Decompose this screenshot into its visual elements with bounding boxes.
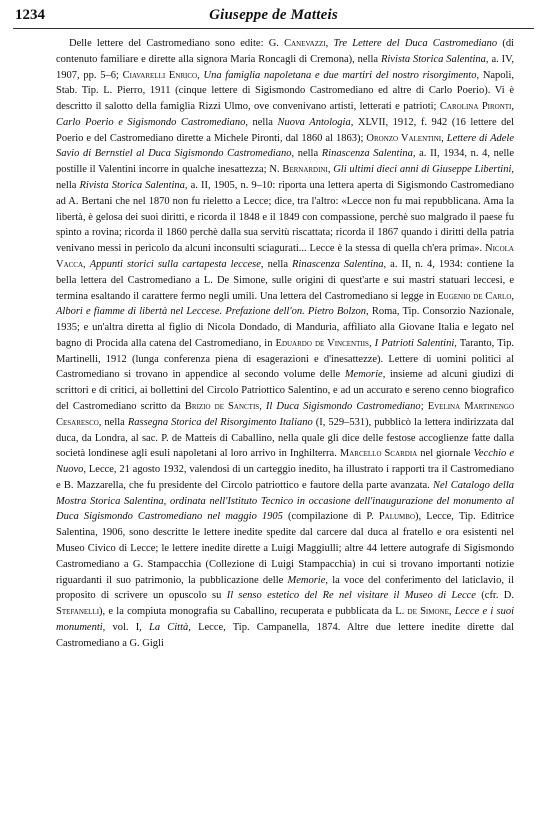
author-name: Canevazzi bbox=[284, 38, 326, 49]
text-run: , bbox=[511, 101, 514, 113]
cited-title: Una famiglia napoletana e due martiri del nostro risorgimento bbox=[203, 69, 477, 81]
text-run: , Taranto, Tip. Martinelli, 1912 (lunga conferenza piena di esagerazioni e d'inesattezze). Lettere di uomini politici al Castromediano si trovano in appendice al secondo volume delle bbox=[56, 337, 515, 381]
author-name: Evelina Martinengo Cesaresco bbox=[56, 400, 514, 428]
text-run: , bbox=[368, 337, 375, 349]
author-name: Palumbo bbox=[378, 511, 416, 523]
author-name: Eugenio de Carlo bbox=[437, 290, 512, 302]
text-run: , bbox=[197, 69, 204, 81]
text-run: , nella bbox=[291, 148, 322, 160]
text-run: (compilazione di P. bbox=[282, 511, 379, 523]
cited-title: Memorie bbox=[344, 369, 383, 381]
author-name: Marcello Scardia bbox=[339, 448, 418, 460]
text-run: ), e la compiuta monografia su Caballino, recuperata e pubblicata da L. bbox=[99, 606, 408, 618]
cited-title: Lecce e i suoi monumenti bbox=[56, 606, 514, 633]
cited-title: I Patrioti Salentini bbox=[374, 337, 455, 349]
text-run: , a. IV, 1907, pp. 5–6; bbox=[56, 53, 514, 81]
page-header bbox=[13, 4, 534, 29]
text-run: , bbox=[327, 164, 334, 176]
cited-title: Appunti storici sulla cartapesta leccese bbox=[89, 258, 261, 270]
running-title: Giuseppe de Matteis bbox=[209, 7, 338, 23]
text-run: , a. II, n. 4, 1934: contiene la bella lettera del Castromediano a L. De Simone, sulle origini di quest'arte e sui mastri statuari leccesi, e termina esaltando il carattere fermo negli umili. Una lettera del Castromediano si legge in bbox=[56, 258, 515, 302]
cited-title: Il senso estetico del Re nel visitare il Museo di Lecce bbox=[226, 590, 476, 602]
text-run: , la voce del conferimento del laticlavio, il proposito di scrivere un opuscolo su bbox=[56, 574, 514, 602]
text-run: (di contenuto familiare e dirette alla signora Maria Roncagli di Cremona), nella bbox=[56, 38, 515, 65]
cited-title: La Città bbox=[149, 621, 189, 633]
cited-title: Nuova Antologia bbox=[277, 116, 351, 128]
text-run: ), Lecce, Tip. Editrice Salentina, 1906, sono descritte le lettere inedite spedite dal carcere dal duca al fratello e ora esistenti nel Museo Civico di Lecce; le lettere inedite dirette a Luigi Maggiulli; altre 44 lettere autografe di Sigismondo Castromediano a G. Stampacchia (Collezione di Luigi Stampacchia) in cui si trovano importanti notizie riguardanti il suo patrimonio, la pubblicazione delle bbox=[56, 511, 514, 586]
author-name: Oronzo Valentini bbox=[366, 132, 442, 144]
cited-title: Nel Catalogo della Mostra Storica Salentina, ordinata nell'Istituto Tecnico in occasione dell'inaugurazione del monumento al Duca Sigismondo Castromediano nel maggio 1905 bbox=[56, 479, 514, 523]
text-run: , nella bbox=[245, 116, 278, 128]
text-run: , Lecce, Tip. Campanella, 1874. Altre due lettere inedite dirette dal Castromediano a G. Gigli bbox=[56, 621, 514, 649]
cited-title: Tre Lettere del Duca Castromediano bbox=[333, 38, 498, 49]
cited-title: Rivista Storica Salentina bbox=[380, 53, 486, 65]
body-paragraph bbox=[56, 36, 514, 651]
cited-title: Rassegna Storica del Risorgimento Italiano bbox=[127, 416, 313, 428]
author-name: Nicola Vacca bbox=[56, 243, 514, 270]
text-run: , bbox=[259, 400, 266, 412]
author-name: Stefanelli bbox=[56, 606, 100, 618]
author-name: Carolina Pironti bbox=[439, 101, 512, 113]
cited-title: Il Duca Sigismondo Castromediano bbox=[265, 400, 421, 412]
cited-title: Rinascenza Salentina bbox=[321, 148, 413, 160]
text-run: (I, 529–531), pubblicò la lettera indirizzata dal duca, da Londra, al sac. P. de Matteis di Caballino, nella quale gli dice delle festose accoglienze fatte dalla società londinese agli esuli napoletani al loro arrivo in Inghilterra. bbox=[56, 416, 514, 460]
author-name: Ciavarelli Enrico bbox=[122, 69, 198, 81]
cited-title: Vecchio e Nuovo bbox=[56, 448, 514, 476]
text-run: ; bbox=[420, 400, 428, 412]
text-run: , bbox=[441, 132, 447, 144]
text-run: , nella bbox=[56, 164, 514, 192]
text-run: , bbox=[83, 258, 90, 270]
text-run: , a. II, 1905, n. 9–10: riporta una lettera aperta di Sigismondo Castromediano ad A. Bertani che nel 1870 non fu rieletto a Lecce; dice, tra l'altro: «Lecce non fu mai repubblicana. Ama la libertà, è gelosa dei suoi diritti, e ricorda il 1848 e il 1849 con compassione, perchè suo malgrado il paese fu spinto a rovina; ricorda il 1860 perchè dalla sua servitù riscattata; ricorda il 1867 quando i diritti della patria venivano messi in pericolo da alcuni inconsulti sciagurati... Lecce è la stessa di quella ch'era prima». bbox=[56, 180, 515, 255]
cited-title: Albori e fiamme di libertà nel Leccese. Prefazione dell'on. Pietro Bolzon bbox=[56, 306, 367, 318]
author-name: Eduardo de Vincentiis bbox=[275, 337, 369, 349]
text-run: nel giornale bbox=[417, 448, 474, 460]
text-run: , XLVII, 1912, f. 942 (16 lettere del Poerio e del Castromediano dirette a Michele Pironti, dal 1860 al 1863); bbox=[56, 116, 515, 144]
text-run: , insieme ad alcuni giudizi di scrittori e di critici, ai bollettini del Circolo Patriottico Salentino, e ad un accurato e sereno cenno biografico del Castromediano scritto da bbox=[56, 369, 514, 412]
page-number: 1234 bbox=[15, 7, 45, 23]
cited-title: Rinascenza Salentina bbox=[292, 258, 384, 270]
author-name: Bernardini bbox=[282, 164, 328, 176]
text-run: , Lecce, 21 agosto 1932, valendosi di un carteggio inedito, ha illustrato i rapporti tra il Castromediano e B. Mazzarella, che fu presidente del Circolo patriottico e fautore della parte avanzata. bbox=[56, 464, 514, 491]
author-name: de Simone bbox=[407, 606, 449, 618]
text-run: (cfr. D. bbox=[475, 590, 514, 602]
text-run: , bbox=[325, 38, 334, 49]
text-run: , nella bbox=[98, 416, 128, 428]
text-run: , Roma, Tip. Consorzio Nazionale, 1935; e un'altra diretta al figlio di Nicola Dondado, di Manduria, affiliato alla Giovane Italia e legato nel bagno di Procida alla catena del Castromediano, in bbox=[56, 306, 514, 349]
cited-title: Lettere di Adele Savio di Bernstiel al Duca Sigismondo Castromediano bbox=[56, 132, 514, 160]
cited-title: Carlo Poerio e Sigismondo Castromediano bbox=[56, 116, 246, 128]
text-run: , nella bbox=[260, 258, 292, 270]
text-run: , vol. I, bbox=[102, 621, 149, 633]
cited-title: Memorie bbox=[287, 574, 326, 586]
text-run: , a. II, 1934, n. 4, nelle postille il Valentini incorre in qualche inesattezza; N. bbox=[56, 148, 514, 176]
cited-title: Rivista Storica Salentina bbox=[79, 180, 185, 192]
text-run: Delle lettere del Castromediano sono edite: G. bbox=[69, 38, 285, 49]
text-run: , bbox=[511, 290, 514, 302]
text-run: , Napoli, Stab. Tip. L. Pierro, 1911 (cinque lettere di Sigismondo Castromediano ed altre di Carlo Poerio). Vi è descritto il salotto della famiglia Rizzi Ulmo, ove convenivano artisti, letterati e patrioti; bbox=[56, 69, 515, 113]
cited-title: Gli ultimi dieci anni di Giuseppe Libertini bbox=[333, 164, 512, 176]
author-name: Brizio de Sanctis bbox=[184, 400, 260, 412]
text-run: , bbox=[448, 606, 455, 618]
